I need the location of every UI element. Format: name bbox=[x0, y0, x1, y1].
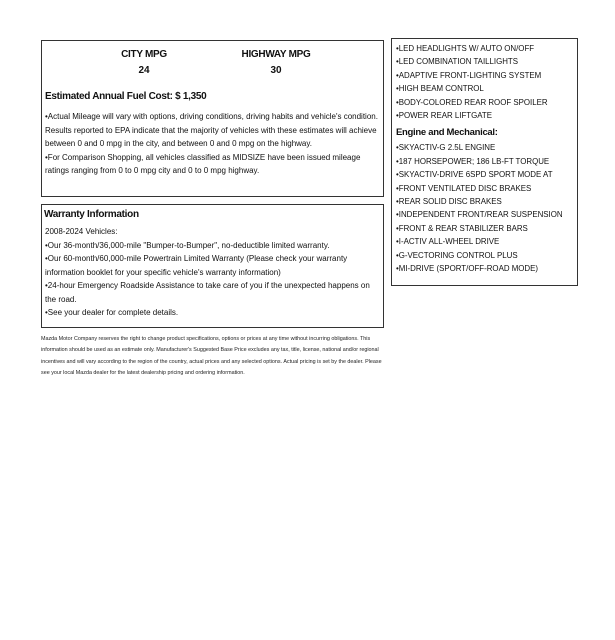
city-mpg bbox=[84, 49, 204, 76]
engine-feature: •SKYACTIV-G 2.5L ENGINE bbox=[396, 143, 496, 153]
highway-mpg-label: HIGHWAY MPG bbox=[241, 49, 311, 60]
exterior-feature: •HIGH BEAM CONTROL bbox=[396, 84, 484, 94]
features-box bbox=[391, 38, 578, 286]
disclaimer-text: Mazda Motor Company reserves the right to change product specifications, options or prices at any time without incurring obligations. This information should be used as an estimate only. Manufacturer's Suggested Base Price excludes any tax, title, license, national and/or regional incentives and will vary according to the region of the country, actual prices and any selected options. Actual pricing is set by the dealer. Please see your local Mazda dealer for the latest dealership pricing and ordering information. bbox=[41, 336, 382, 376]
engine-feature: •FRONT VENTILATED DISC BRAKES bbox=[396, 183, 532, 193]
warranty-item: •Our 60-month/60,000-mile Powertrain Limited Warranty (Please check your warranty information booklet for your specific vehicle's warranty information) bbox=[45, 254, 348, 277]
engine-feature: •REAR SOLID DISC BRAKES bbox=[396, 197, 502, 207]
engine-feature: •G-VECTORING CONTROL PLUS bbox=[396, 250, 518, 260]
warranty-box bbox=[41, 204, 384, 328]
highway-mpg bbox=[216, 49, 336, 76]
engine-feature: •187 HORSEPOWER; 186 LB-FT TORQUE bbox=[396, 156, 550, 166]
fuel-note: •Actual Mileage will vary with options, driving conditions, driving habits and vehicle's condition. Results reported to EPA indicate that the majority of vehicles with these estimates will achieve between 0 and 0 mpg in the city, and between 0 and 0 mpg on the highway. bbox=[45, 112, 378, 148]
engine-feature: •MI-DRIVE (SPORT/OFF-ROAD MODE) bbox=[396, 264, 539, 274]
engine-feature: •FRONT & REAR STABILIZER BARS bbox=[396, 223, 528, 233]
warranty-item: •See your dealer for complete details. bbox=[45, 308, 179, 317]
fuel-economy-box bbox=[41, 40, 384, 197]
city-mpg-label: CITY MPG bbox=[121, 49, 167, 60]
engine-feature: •INDEPENDENT FRONT/REAR SUSPENSION bbox=[396, 210, 563, 220]
exterior-feature: •POWER REAR LIFTGATE bbox=[396, 111, 492, 121]
highway-mpg-value: 30 bbox=[270, 65, 282, 76]
annual-fuel-cost: Estimated Annual Fuel Cost: $ 1,350 bbox=[45, 91, 207, 102]
city-mpg-value: 24 bbox=[138, 65, 150, 76]
engine-feature: •SKYACTIV-DRIVE 6SPD SPORT MODE AT bbox=[396, 170, 553, 180]
warranty-item: 2008-2024 Vehicles: bbox=[45, 227, 118, 236]
warranty-title: Warranty Information bbox=[44, 209, 139, 220]
warranty-item: •24-hour Emergency Roadside Assistance to take care of you if the unexpected happens on the road. bbox=[45, 281, 370, 304]
fuel-note: •For Comparison Shopping, all vehicles classified as MIDSIZE have been issued mileage ratings ranging from 0 to 0 mpg city and 0 to 0 mpg highway. bbox=[45, 152, 361, 175]
fuel-notes bbox=[45, 110, 381, 178]
exterior-feature: •LED HEADLIGHTS W/ AUTO ON/OFF bbox=[396, 44, 535, 53]
warranty-list bbox=[45, 225, 381, 320]
engine-heading: Engine and Mechanical: bbox=[396, 127, 498, 139]
warranty-item: •Our 36-month/36,000-mile "Bumper-to-Bumper", no-deductible limited warranty. bbox=[45, 240, 330, 250]
features-list bbox=[396, 42, 563, 276]
exterior-feature: •BODY-COLORED REAR ROOF SPOILER bbox=[396, 97, 548, 107]
exterior-feature: •LED COMBINATION TAILLIGHTS bbox=[396, 57, 519, 67]
exterior-feature: •ADAPTIVE FRONT-LIGHTING SYSTEM bbox=[396, 70, 542, 80]
engine-feature: •I-ACTIV ALL-WHEEL DRIVE bbox=[396, 237, 500, 247]
